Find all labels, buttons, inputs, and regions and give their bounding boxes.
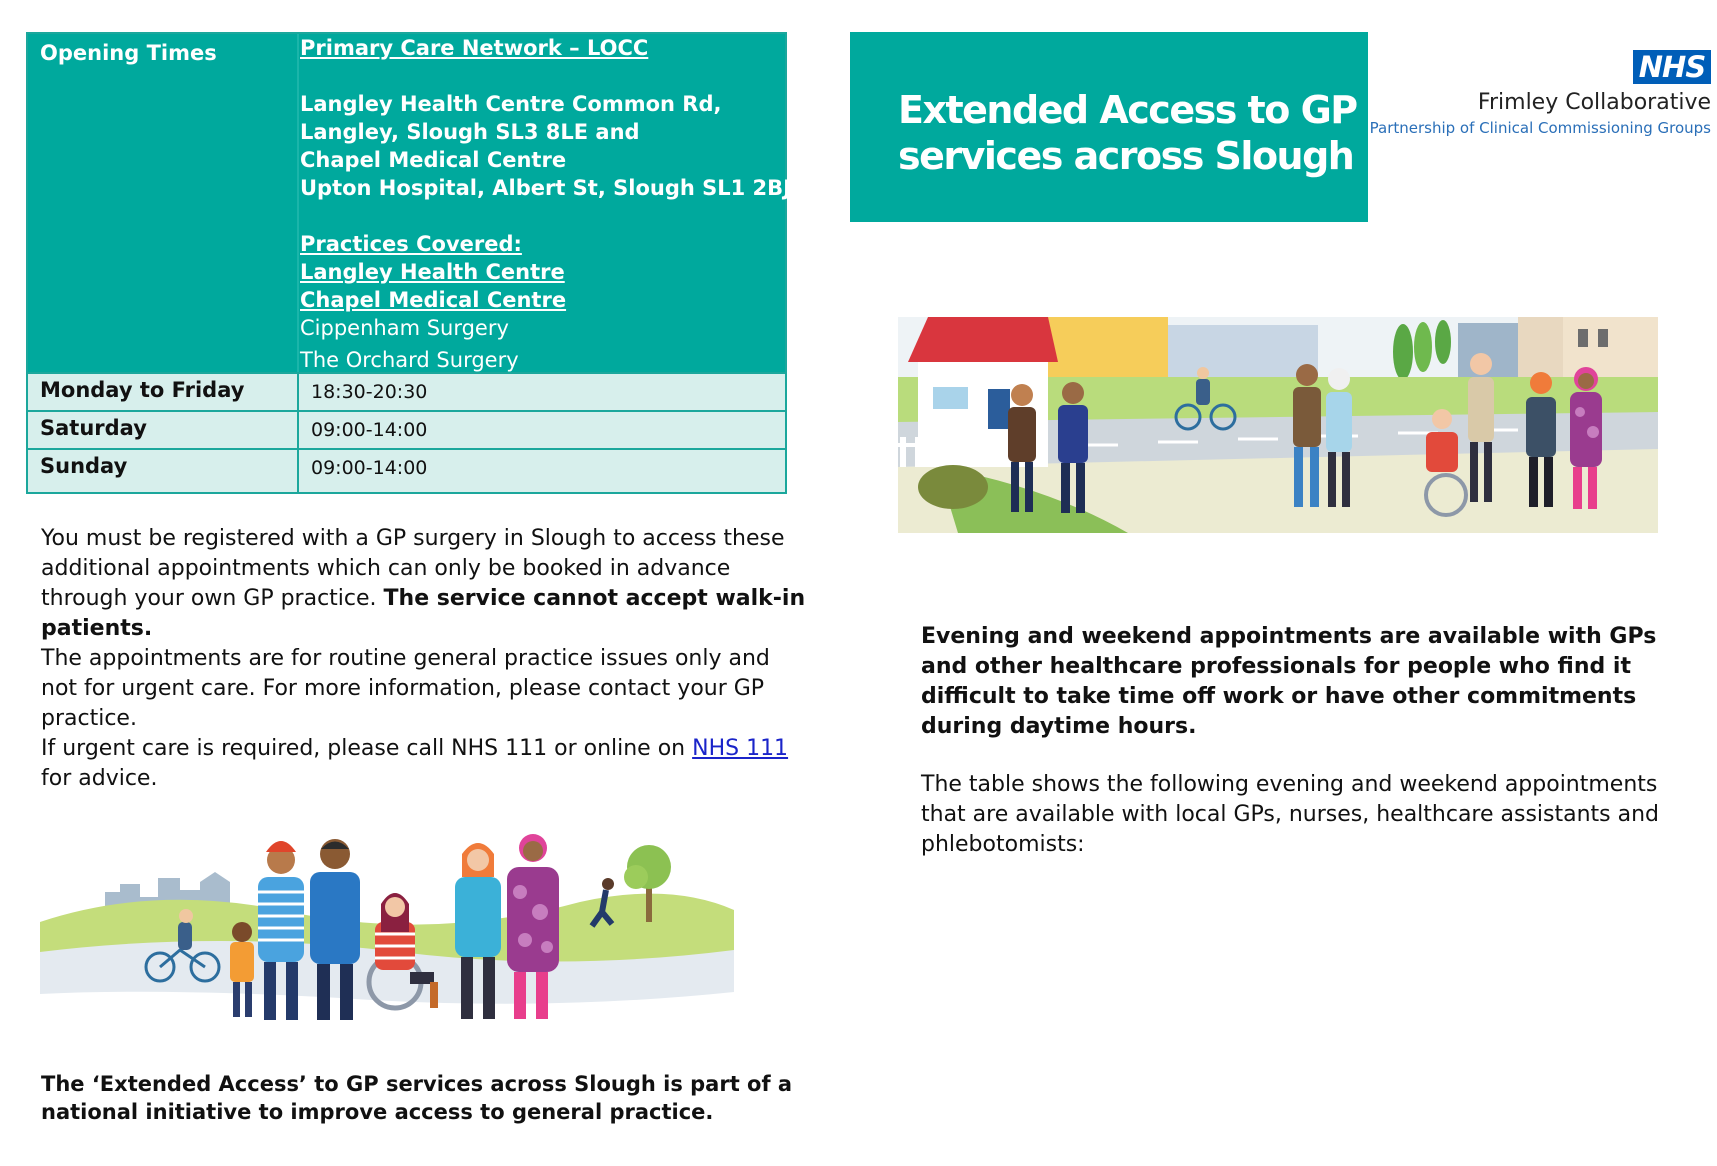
practice-orchard: The Orchard Surgery [300,348,519,372]
street-illustration [898,317,1658,533]
practices-heading-link[interactable]: Practices Covered: [300,232,522,256]
table-row [28,372,785,410]
table-row [28,448,785,492]
service-summary: Evening and weekend appointments are available with GPs and other healthcare professionals for people who find it difficult to take time off work or have other commitments during daytime hours. [921,624,1657,739]
initiative-note: The ‘Extended Access’ to GP services across Slough is part of a national initiative to improve access to general practice. [41,1072,793,1124]
table-intro: The table shows the following evening and weekend appointments that are available with local GPs, nurses, healthcare assistants and phlebotomists: [921,772,1660,857]
access-information [41,524,811,794]
community-illustration [40,822,734,1022]
opening-times-table [26,32,791,494]
row-time: 18:30-20:30 [311,381,428,403]
table-row [28,410,785,448]
urgent-care-text: If urgent care is required, please call NHS 111 or online on [41,736,693,761]
walk-in-notice: The service cannot accept walk-in patients. [41,586,806,641]
practice-link-chapel[interactable]: Chapel Medical Centre [300,288,567,312]
column-divider [297,450,299,492]
address-line: Langley, Slough SL3 8LE and [300,120,640,144]
network-info [300,34,791,374]
nhs-frimley-logo [1370,50,1715,140]
opening-times-label: Opening Times [40,41,217,65]
logo-subtitle: Partnership of Clinical Commissioning Groups [1369,119,1711,137]
row-day: Saturday [40,416,147,440]
urgent-care-end: for advice. [41,766,158,791]
registration-text: You must be registered with a GP surgery in Slough to access these additional appointments which can only be booked in advance through your own GP practice. [41,526,785,611]
nhs-badge: NHS [1633,50,1711,84]
title-line: services across Slough [898,134,1354,178]
routine-care-paragraph: The appointments are for routine general practice issues only and not for urgent care. For more information, please contact your GP practice. [41,646,770,731]
title-line: Extended Access to GP [898,88,1357,132]
title-banner [850,32,1368,222]
row-day: Monday to Friday [40,378,245,402]
page-title [898,87,1357,179]
registration-paragraph [41,524,811,644]
row-day: Sunday [40,454,128,478]
column-divider [297,374,299,410]
practice-link-langley[interactable]: Langley Health Centre [300,260,565,284]
opening-times-header [28,34,791,372]
urgent-care-paragraph [41,734,811,794]
logo-organisation: Frimley Collaborative [1477,90,1711,115]
column-divider [297,412,299,448]
column-divider [297,34,299,372]
row-time: 09:00-14:00 [311,419,428,441]
row-time: 09:00-14:00 [311,457,428,479]
network-title-link[interactable]: Primary Care Network – LOCC [300,36,649,60]
practice-cippenham: Cippenham Surgery [300,316,509,340]
address-line: Langley Health Centre Common Rd, [300,92,722,116]
address-line: Chapel Medical Centre [300,148,567,172]
nhs-111-link[interactable]: NHS 111 [692,736,789,761]
address-line: Upton Hospital, Albert St, Slough SL1 2BJ [300,176,791,200]
